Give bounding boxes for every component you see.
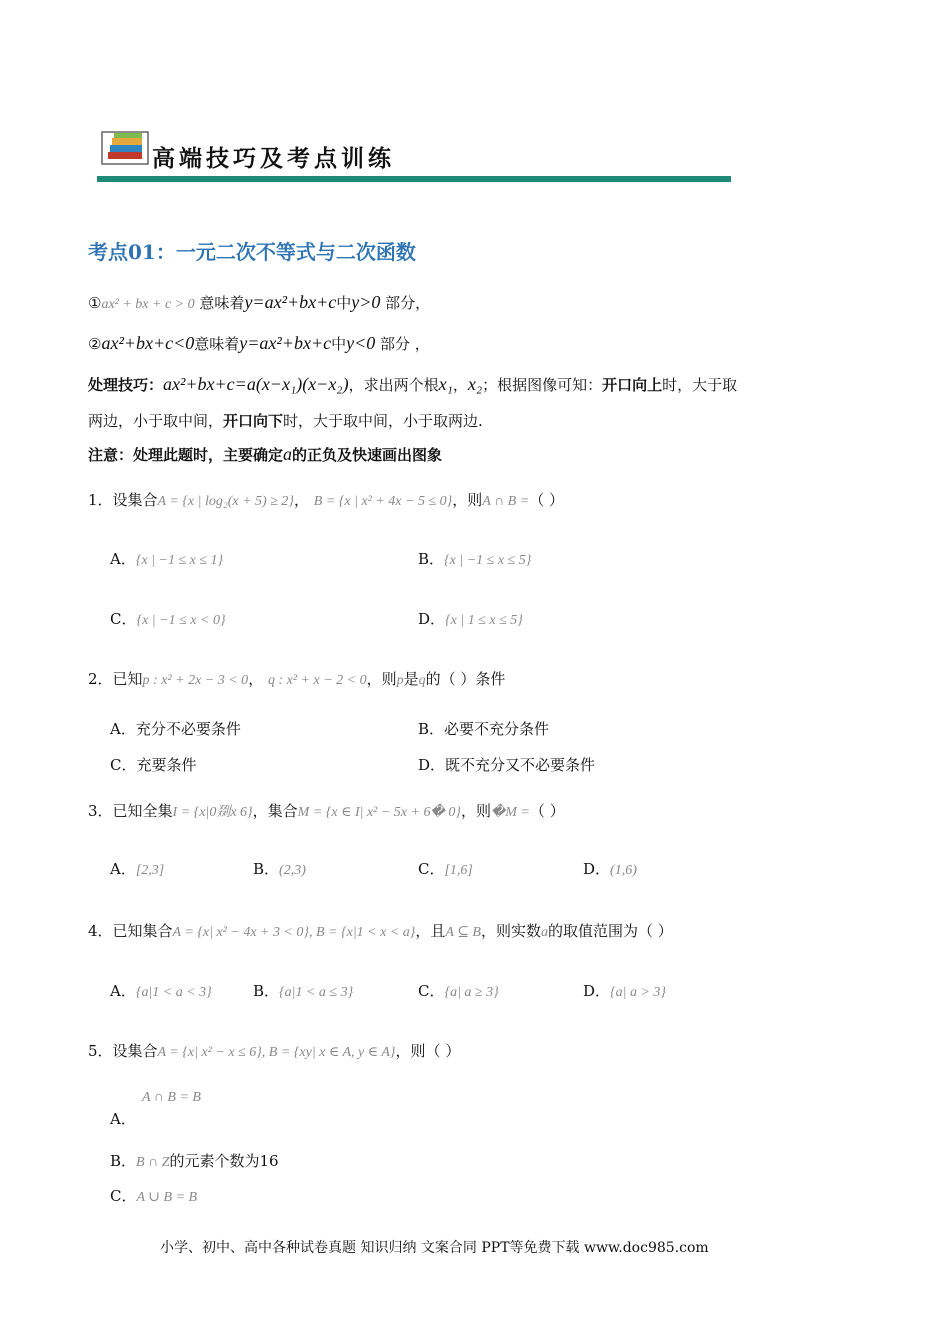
tip-line-1: 处理技巧：ax²+bx+c=a(x−x₁)(x−x₂)，求出两个根x₁，x₂；根据图像可知：开口向上时，大于取 xyxy=(88,374,738,394)
question-3: 3．已知全集I = {x|0剟x 6}，集合M = {x ∈ I| x² − 5x + 6� 0}，则�M =（ ） xyxy=(88,802,565,820)
q4-option-d[interactable]: D．{a| a > 3} xyxy=(583,982,667,1000)
q4-option-a[interactable]: A．{a|1 < a < 3} xyxy=(110,982,212,1000)
q3-option-a[interactable]: A．[2,3] xyxy=(110,860,165,878)
q2-option-c[interactable]: C．充要条件 xyxy=(110,756,197,774)
question-2: 2．已知p : x² + 2x − 3 < 0， q : x² + x − 2 < 0，则p是q的（ ）条件 xyxy=(88,670,506,688)
q3-option-d[interactable]: D．(1,6) xyxy=(583,860,637,878)
tip-label: 处理技巧： xyxy=(88,376,164,394)
banner-divider xyxy=(97,176,731,182)
banner-title: 高端技巧及考点训练 xyxy=(152,146,395,172)
rule-line-1: ①ax² + bx + c > 0 意味着y=ax²+bx+c中y>0 部分， xyxy=(88,292,431,312)
question-4: 4．已知集合A = {x| x² − 4x + 3 < 0}, B = {x|1 < x < a}，且A ⊆ B，则实数a的取值范围为（ ） xyxy=(88,922,673,940)
tip-line-2: 两边，小于取中间，开口向下时，大于取中间，小于取两边. xyxy=(88,412,483,430)
q5-option-b[interactable]: B．B ∩ Z的元素个数为16 xyxy=(110,1152,279,1170)
q1-option-a[interactable]: A．{x | −1 ≤ x ≤ 1} xyxy=(110,550,224,568)
q3-option-b[interactable]: B．(2,3) xyxy=(253,860,306,878)
footer-text: 小学、初中、高中各种试卷真题 知识归纳 文案合同 PPT等免费下载 www.doc985.com xyxy=(160,1240,709,1256)
func-2: y=ax²+bx+c xyxy=(239,333,332,353)
question-1: 1．设集合A = {x | log₂(x + 5) ≥ 2}， B = {x | x² + 4x − 5 ≤ 0}，则A ∩ B =（ ） xyxy=(88,491,564,509)
note-line: 注意：处理此题时，主要确定a的正负及快速画出图象 xyxy=(88,444,443,464)
ineq-2: ax²+bx+c<0 xyxy=(101,333,195,353)
tip-equation: ax²+bx+c=a(x−x₁)(x−x₂) xyxy=(163,374,349,394)
question-5: 5．设集合A = {x| x² − x ≤ 6}, B = {xy| x ∈ A, y ∈ A}，则（ ） xyxy=(88,1042,461,1060)
q3-option-c[interactable]: C．[1,6] xyxy=(418,860,473,878)
q4-option-b[interactable]: B．{a|1 < a ≤ 3} xyxy=(253,982,354,1000)
q5-option-a[interactable]: A ∩ B = B A． xyxy=(110,1090,201,1128)
q4-option-c[interactable]: C．{a| a ≥ 3} xyxy=(418,982,499,1000)
q2-option-d[interactable]: D．既不充分又不必要条件 xyxy=(418,756,596,774)
q1-option-d[interactable]: D．{x | 1 ≤ x ≤ 5} xyxy=(418,610,523,628)
q5-option-c[interactable]: C．A ∪ B = B xyxy=(110,1187,198,1205)
q1-option-c[interactable]: C．{x | −1 ≤ x < 0} xyxy=(110,610,226,628)
q2-option-b[interactable]: B．必要不充分条件 xyxy=(418,720,550,738)
q2-option-a[interactable]: A．充分不必要条件 xyxy=(110,720,241,738)
func-1: y=ax²+bx+c xyxy=(244,292,337,312)
books-icon xyxy=(100,128,150,168)
ineq-1: ax² + bx + c > 0 xyxy=(101,297,195,312)
rule-line-2: ②ax²+bx+c<0意味着y=ax²+bx+c中y<0 部分 ， xyxy=(88,333,430,353)
section-title: 考点01：一元二次不等式与二次函数 xyxy=(88,240,416,264)
q1-option-b[interactable]: B．{x | −1 ≤ x ≤ 5} xyxy=(418,550,532,568)
